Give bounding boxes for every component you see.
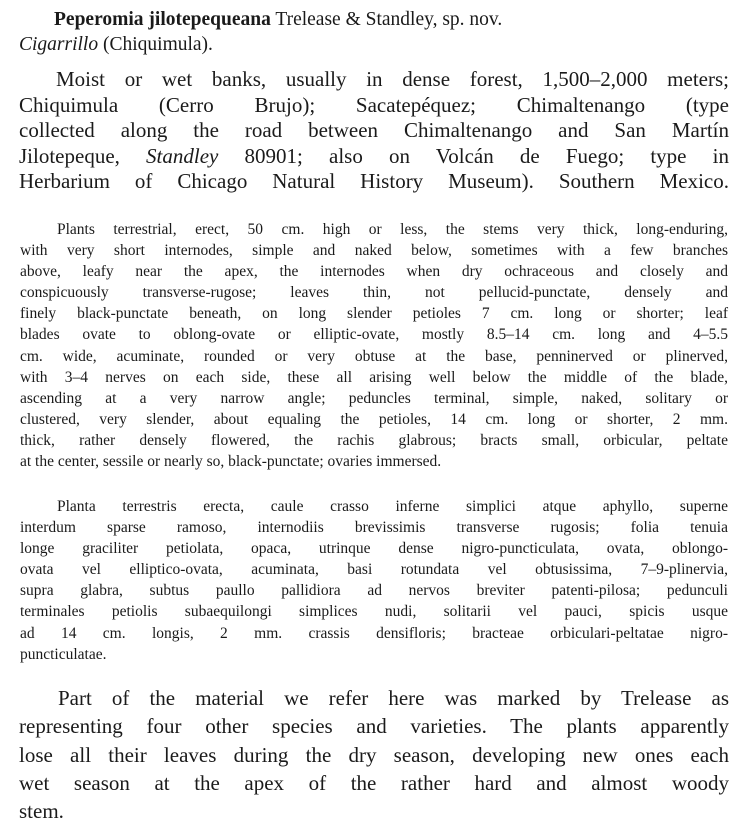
note-line [19,797,729,825]
distribution-line: Chiquimula (Cerro Brujo); Sacatepéquez; Chimaltenango (type [19,92,729,117]
english-description [20,219,728,472]
latin-text: supra glabra, subtus paullo pallidiora ad nervos breviter patenti-pilosa; pedunculi [20,582,728,600]
note-line [19,741,729,769]
description-line [20,282,728,303]
description-line [20,324,728,345]
distribution-line [19,144,729,170]
description-line [20,388,728,409]
vernacular-line [19,32,725,57]
description-line [20,261,728,282]
distribution-line: Herbarium of Chicago Natural History Museum). Southern Mexico. [19,169,729,194]
latin-text: ovata vel elliptico-ovata, acuminata, basi rotundata vel obtusissima, 7–9-plinervia, [20,561,728,579]
latin-line [20,623,728,644]
description-text: clustered, very slender, about equaling the petioles, 14 cm. long or shorter, 2 mm. [20,410,728,428]
note-text: wet season at the apex of the rather hard and almost woody [19,770,729,795]
note-line [19,769,729,797]
latin-text: ad 14 cm. longis, 2 mm. crassis densifloris; bracteae orbiculari-peltatae nigro- [20,624,728,642]
latin-line [20,538,728,559]
note-text: representing four other species and varieties. The plants apparently [19,714,729,739]
distribution-text: 80901; also on Volcán de Fuego; type in [218,143,729,168]
vernacular-place: (Chiquimula). [98,34,213,55]
description-text: Plants terrestrial, erect, 50 cm. high or less, the stems very thick, long-enduring, [57,221,728,238]
latin-line [20,517,728,538]
description-text: above, leafy near the apex, the internodes when dry ochraceous and closely and [20,263,728,281]
latin-line [20,580,728,601]
description-line [20,409,728,430]
description-text: blades ovate to oblong-ovate or elliptic-ovate, mostly 8.5–14 cm. long and 4–5.5 [20,326,728,344]
latin-description [20,496,728,665]
latin-line [20,644,728,665]
latin-text: terminales petiolis subaequilongi simplices nudi, solitarii vel pauci, spicis usque [20,603,728,621]
collector-name: Standley [146,143,219,168]
latin-line [20,601,728,622]
species-authority: Trelease & Standley, sp. nov. [270,9,503,30]
distribution-text: Moist or wet banks, usually in dense forest, 1,500–2,000 meters; [56,67,729,91]
latin-text: Planta terrestris erecta, caule crasso inferne simplici atque aphyllo, superne [57,498,728,515]
latin-text: longe graciliter petiolata, opaca, utrinque dense nigro-puncticulata, ovata, oblongo- [20,540,728,558]
description-text: thick, rather densely flowered, the rachis glabrous; bracts small, orbicular, peltate [20,431,728,449]
note-line [19,712,729,740]
note-text: stem. [19,799,64,824]
latin-line [20,559,728,580]
vernacular-name: Cigarrillo [19,34,99,55]
distribution-text: Jilotepeque, [19,143,147,168]
description-text: cm. wide, acuminate, rounded or very obtuse at the base, penninerved or plinerved, [20,347,728,365]
latin-line [20,496,728,517]
description-text: at the center, sessile or nearly so, black-punctate; ovaries immersed. [20,453,442,471]
description-line [20,367,728,388]
latin-text: interdum sparse ramoso, internodiis brevissimis transverse rugosis; folia tenuia [20,519,728,537]
distribution-paragraph [19,67,729,195]
description-line [20,303,728,324]
note-text: Part of the material we refer here was marked by Trelease as [58,686,729,710]
closing-note-paragraph [19,684,729,825]
description-line [20,346,728,367]
description-text: with 3–4 nerves on each side, these all arising well below the middle of the blade, [20,368,728,386]
description-line [20,219,728,240]
species-header [19,7,725,57]
description-text: ascending at a very narrow angle; peduncles terminal, simple, naked, solitary or [20,389,728,407]
distribution-line: collected along the road between Chimaltenango and San Martín [19,118,729,143]
description-line [20,430,728,451]
description-text: finely black-punctate beneath, on long slender petioles 7 cm. long or shorter; leaf [20,305,728,323]
description-line [20,240,728,261]
latin-text: puncticulatae. [20,645,107,663]
species-name: Peperomia jilotepequeana [54,9,271,30]
description-text: with very short internodes, simple and naked below, sometimes with a few branches [20,242,728,260]
note-text: lose all their leaves during the dry season, developing new ones each [19,742,729,767]
description-text: conspicuously transverse-rugose; leaves thin, not pellucid-punctate, densely and [20,284,728,302]
species-title-line [19,7,725,32]
note-line [19,684,729,712]
description-line [20,451,728,472]
distribution-line [19,67,729,93]
